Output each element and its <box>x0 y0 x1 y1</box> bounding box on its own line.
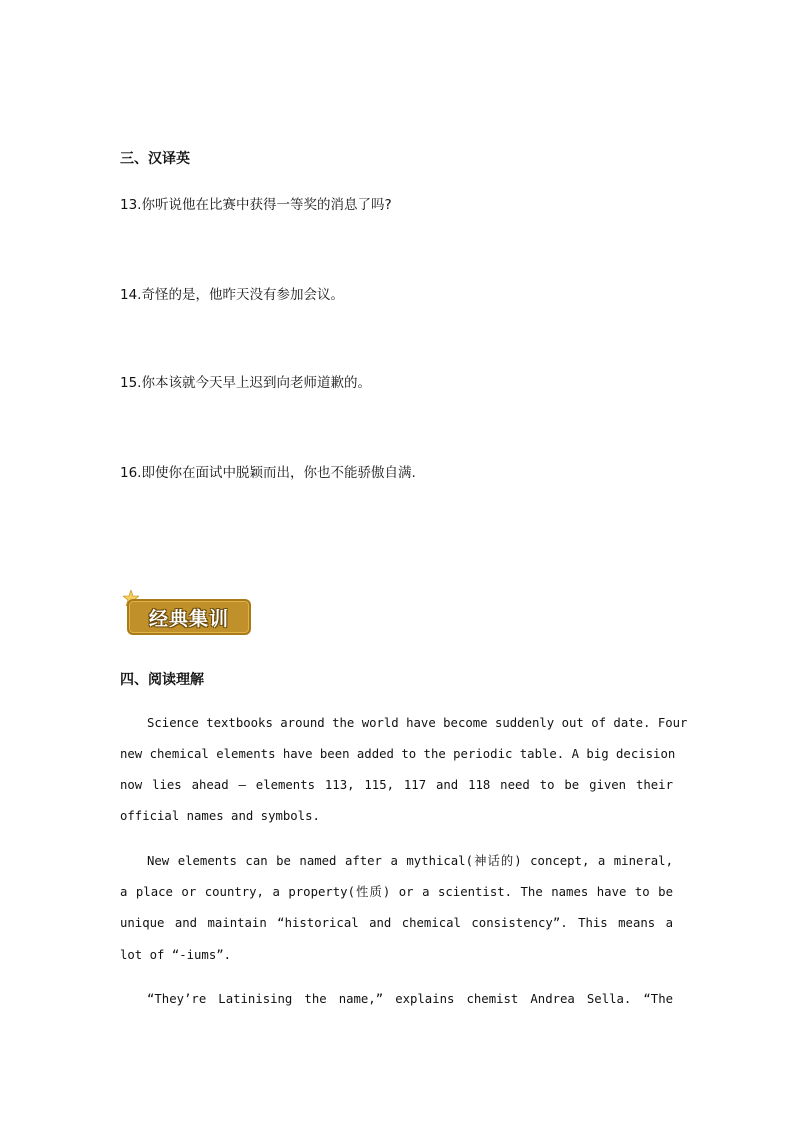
paragraph-1-line-1: Science textbooks around the world have become suddenly out of date. Four <box>147 716 688 730</box>
paragraph-3-line-1: “They’re Latinising the name,” explains chemist Andrea Sella. “The <box>147 992 673 1006</box>
paragraph-2-line-1: New elements can be named after a mythical(神话的) concept, a mineral, <box>147 854 673 868</box>
question-16: 16.即使你在面试中脱颖而出，你也不能骄傲自满. <box>120 465 416 481</box>
banner-jingdian-jixun <box>127 599 251 635</box>
section-4-title: 四、阅读理解 <box>120 672 204 688</box>
question-13: 13.你听说他在比赛中获得一等奖的消息了吗? <box>120 197 392 213</box>
section-3-title: 三、汉译英 <box>120 151 190 167</box>
paragraph-1-line-2: new chemical elements have been added to the periodic table. A big decision <box>120 747 676 761</box>
paragraph-2-line-3: unique and maintain “historical and chemical consistency”. This means a <box>120 916 673 930</box>
paragraph-2-line-2: a place or country, a property(性质) or a scientist. The names have to be <box>120 885 673 899</box>
paragraph-2-line-4: lot of “-iums”. <box>120 948 232 962</box>
question-14: 14.奇怪的是，他昨天没有参加会议。 <box>120 287 344 303</box>
paragraph-1-line-3: now lies ahead — elements 113, 115, 117 and 118 need to be given their <box>120 778 673 792</box>
banner-label: 经典集训 <box>148 607 229 630</box>
paragraph-1-line-4: official names and symbols. <box>120 809 320 823</box>
question-15: 15.你本该就今天早上迟到向老师道歉的。 <box>120 375 371 391</box>
